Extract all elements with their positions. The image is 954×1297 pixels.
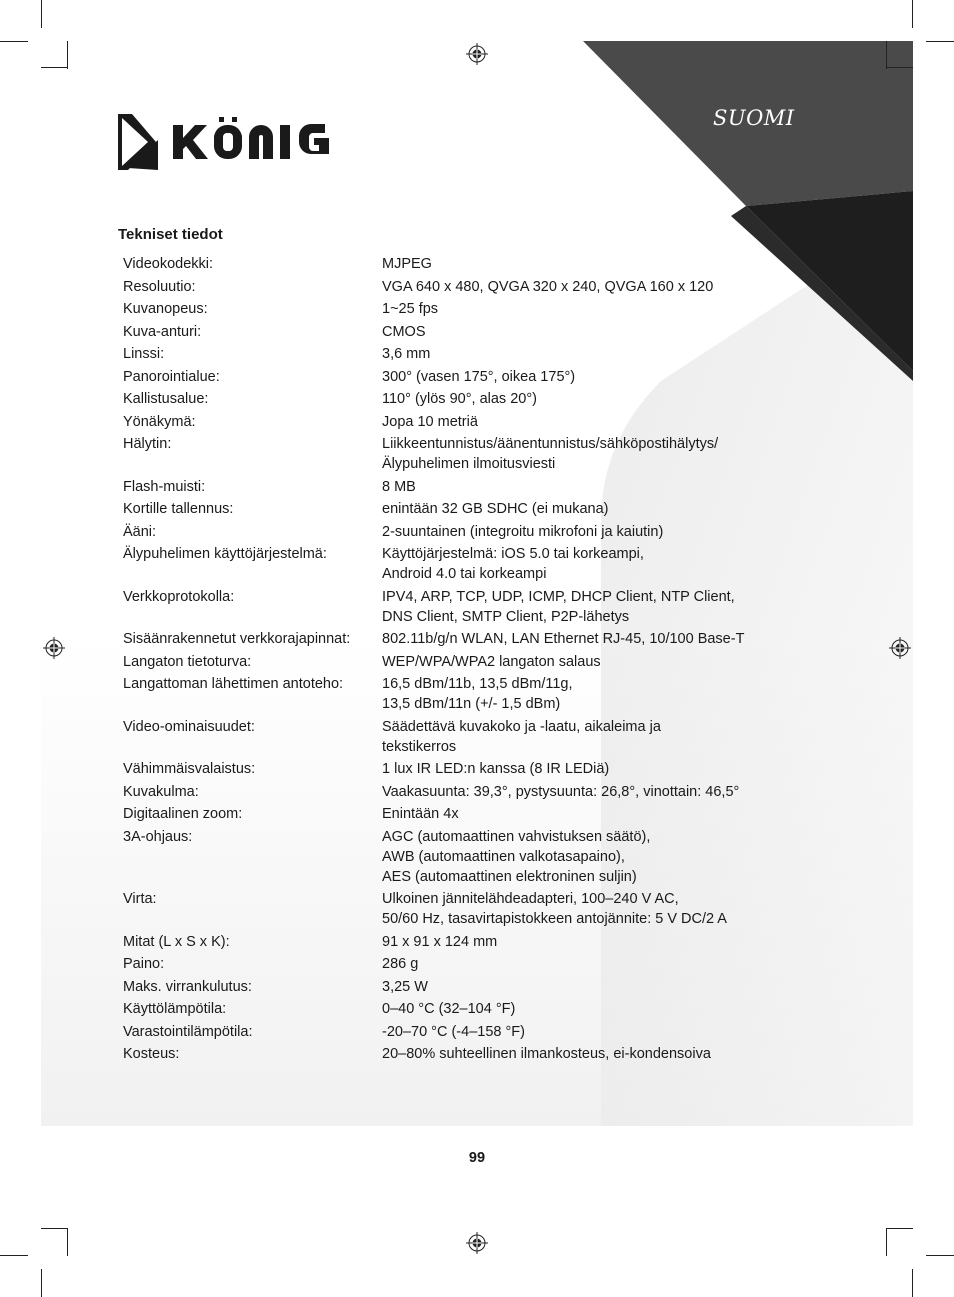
spec-value-line: WEP/WPA/WPA2 langaton salaus <box>382 653 601 670</box>
spec-value <box>377 322 768 345</box>
spec-value <box>377 522 768 545</box>
spec-row <box>118 889 768 932</box>
registration-mark-icon <box>466 43 488 65</box>
spec-row <box>118 629 768 652</box>
spec-value-line: 300° (vasen 175°, oikea 175°) <box>382 368 576 385</box>
spec-row <box>118 412 768 435</box>
spec-value <box>377 889 768 932</box>
spec-label: Virta: <box>123 891 157 907</box>
spec-value-line: 50/60 Hz, tasavirtapistokkeen antojännite: 5 V DC/2 A <box>382 911 727 927</box>
crop-mark <box>67 41 68 69</box>
spec-value-line: 2-suuntainen (integroitu mikrofoni ja kaiutin) <box>382 523 664 540</box>
spec-value <box>377 652 768 675</box>
spec-value-line: enintään 32 GB SDHC (ei mukana) <box>382 501 609 517</box>
spec-row <box>118 759 768 782</box>
spec-row <box>118 344 768 367</box>
crop-mark <box>41 67 68 68</box>
crop-mark <box>41 0 42 28</box>
spec-value-line: Käyttöjärjestelmä: iOS 5.0 tai korkeampi, <box>382 546 644 562</box>
section-title: Tekniset tiedot <box>118 226 223 243</box>
spec-value <box>377 434 768 477</box>
konig-logo <box>118 112 342 172</box>
spec-row <box>118 977 768 1000</box>
spec-value <box>377 344 768 367</box>
spec-value-line: 91 x 91 x 124 mm <box>382 933 498 950</box>
spec-row <box>118 389 768 412</box>
spec-value <box>377 587 768 630</box>
spec-label: Kuva-anturi: <box>123 323 202 340</box>
spec-row <box>118 1044 768 1067</box>
spec-value <box>377 717 768 760</box>
spec-value-line: Ulkoinen jännitelähdeadapteri, 100–240 V AC, <box>382 891 679 907</box>
spec-value-line: 8 MB <box>382 478 416 495</box>
spec-value-line: 16,5 dBm/11b, 13,5 dBm/11g, <box>382 676 573 692</box>
spec-row <box>118 322 768 345</box>
crop-mark <box>912 1269 913 1297</box>
spec-value <box>377 299 768 322</box>
spec-row <box>118 827 768 890</box>
crop-mark <box>0 41 28 42</box>
registration-mark-icon <box>466 1232 488 1254</box>
spec-label: Verkkoprotokolla: <box>123 588 235 605</box>
spec-value-line: Säädettävä kuvakoko ja -laatu, aikaleima ja <box>382 718 661 735</box>
spec-value <box>377 804 768 827</box>
spec-value <box>377 544 768 587</box>
crop-mark <box>67 1228 68 1256</box>
crop-mark <box>886 41 887 69</box>
spec-label: Ääni: <box>123 523 157 540</box>
spec-value <box>377 277 768 300</box>
spec-value-line: Android 4.0 tai korkeampi <box>382 566 547 582</box>
spec-row <box>118 674 768 717</box>
spec-row <box>118 587 768 630</box>
spec-row <box>118 1022 768 1045</box>
spec-value-line: 3,25 W <box>382 978 428 995</box>
spec-value <box>377 629 768 652</box>
spec-value <box>377 1022 768 1045</box>
specifications-table <box>118 254 768 1067</box>
spec-value-line: Vaakasuunta: 39,3°, pystysuunta: 26,8°, vinottain: 46,5° <box>382 783 740 800</box>
spec-row <box>118 522 768 545</box>
spec-value-line: -20–70 °C (-4–158 °F) <box>382 1023 525 1040</box>
spec-label: Vähimmäisvalaistus: <box>123 761 256 777</box>
spec-label: Mitat (L x S x K): <box>123 933 230 950</box>
spec-value-line: 20–80% suhteellinen ilmankosteus, ei-kondensoiva <box>382 1046 711 1062</box>
spec-row <box>118 652 768 675</box>
spec-label: Sisäänrakennetut verkkorajapinnat: <box>123 631 351 647</box>
spec-value <box>377 499 768 522</box>
spec-label: Linssi: <box>123 346 165 362</box>
spec-label: Flash-muisti: <box>123 478 206 495</box>
spec-row <box>118 254 768 277</box>
spec-value <box>377 674 768 717</box>
crop-mark <box>886 1228 913 1229</box>
spec-label: Älypuhelimen käyttöjärjestelmä: <box>123 546 327 562</box>
spec-label: Paino: <box>123 956 165 972</box>
spec-value <box>377 367 768 390</box>
spec-value-line: 802.11b/g/n WLAN, LAN Ethernet RJ-45, 10/100 Base-T <box>382 631 745 647</box>
spec-label: Digitaalinen zoom: <box>123 806 243 822</box>
spec-row <box>118 499 768 522</box>
spec-value <box>377 1044 768 1067</box>
spec-value-line: 0–40 °C (32–104 °F) <box>382 1001 516 1017</box>
crop-mark <box>41 1269 42 1297</box>
spec-value-line: Enintään 4x <box>382 806 459 822</box>
spec-row <box>118 367 768 390</box>
spec-value-line: VGA 640 x 480, QVGA 320 x 240, QVGA 160 x 120 <box>382 278 714 295</box>
spec-row <box>118 782 768 805</box>
spec-value <box>377 254 768 277</box>
spec-value-line: AGC (automaattinen vahvistuksen säätö), <box>382 828 651 845</box>
crop-mark <box>926 41 954 42</box>
spec-label: Varastointilämpötila: <box>123 1023 253 1040</box>
spec-value-line: MJPEG <box>382 256 432 272</box>
crop-mark <box>41 1228 68 1229</box>
spec-label: Kallistusalue: <box>123 391 209 407</box>
spec-value-line: IPV4, ARP, TCP, UDP, ICMP, DHCP Client, NTP Client, <box>382 588 735 605</box>
crop-mark <box>886 67 913 68</box>
spec-label: Kuvakulma: <box>123 783 199 800</box>
spec-row <box>118 477 768 500</box>
spec-row <box>118 299 768 322</box>
registration-mark-icon <box>43 637 65 659</box>
spec-value-line: DNS Client, SMTP Client, P2P-lähetys <box>382 608 630 625</box>
spec-label: Kosteus: <box>123 1046 180 1062</box>
spec-label: Panorointialue: <box>123 368 220 385</box>
spec-value-line: CMOS <box>382 323 426 340</box>
logo-wordmark <box>173 117 329 159</box>
spec-label: 3A-ohjaus: <box>123 828 193 845</box>
spec-label: Yönäkymä: <box>123 413 196 430</box>
spec-value <box>377 477 768 500</box>
crop-mark <box>912 0 913 28</box>
spec-value-line: 13,5 dBm/11n (+/- 1,5 dBm) <box>382 696 561 712</box>
spec-label: Kortille tallennus: <box>123 501 234 517</box>
spec-value <box>377 999 768 1022</box>
spec-row <box>118 999 768 1022</box>
spec-value-line: Liikkeentunnistus/äänentunnistus/sähköpostihälytys/ <box>382 436 719 452</box>
spec-value <box>377 759 768 782</box>
spec-label: Käyttölämpötila: <box>123 1001 227 1017</box>
spec-value-line: 3,6 mm <box>382 346 431 362</box>
spec-value-line: tekstikerros <box>382 738 457 755</box>
spec-row <box>118 717 768 760</box>
language-label: SUOMI <box>713 106 795 130</box>
registration-mark-icon <box>889 637 911 659</box>
spec-row <box>118 932 768 955</box>
specifications-body <box>118 254 768 1067</box>
spec-label: Kuvanopeus: <box>123 301 208 317</box>
spec-row <box>118 434 768 477</box>
spec-value-line: 110° (ylös 90°, alas 20°) <box>382 391 537 407</box>
spec-row <box>118 954 768 977</box>
spec-label: Maks. virrankulutus: <box>123 978 252 995</box>
spec-value-line: 286 g <box>382 956 419 972</box>
crop-mark <box>926 1255 954 1256</box>
spec-value <box>377 977 768 1000</box>
spec-label: Hälytin: <box>123 436 172 452</box>
spec-value <box>377 827 768 890</box>
spec-label: Video-ominaisuudet: <box>123 718 255 735</box>
spec-row <box>118 804 768 827</box>
spec-value <box>377 412 768 435</box>
spec-value-line: Jopa 10 metriä <box>382 413 478 430</box>
spec-value-line: AES (automaattinen elektroninen suljin) <box>382 868 637 885</box>
spec-value <box>377 932 768 955</box>
page-number: 99 <box>468 1150 486 1166</box>
crop-mark <box>886 1228 887 1256</box>
spec-label: Resoluutio: <box>123 278 196 295</box>
spec-row <box>118 544 768 587</box>
spec-value-line: Älypuhelimen ilmoitusviesti <box>382 456 556 472</box>
spec-label: Langaton tietoturva: <box>123 653 252 670</box>
spec-value-line: AWB (automaattinen valkotasapaino), <box>382 848 625 865</box>
spec-value <box>377 389 768 412</box>
spec-value <box>377 782 768 805</box>
spec-label: Langattoman lähettimen antoteho: <box>123 676 344 692</box>
spec-value <box>377 954 768 977</box>
crop-mark <box>0 1255 28 1256</box>
spec-value-line: 1~25 fps <box>382 301 439 317</box>
spec-value-line: 1 lux IR LED:n kanssa (8 IR LEDiä) <box>382 761 610 777</box>
spec-label: Videokodekki: <box>123 256 214 272</box>
spec-row <box>118 277 768 300</box>
